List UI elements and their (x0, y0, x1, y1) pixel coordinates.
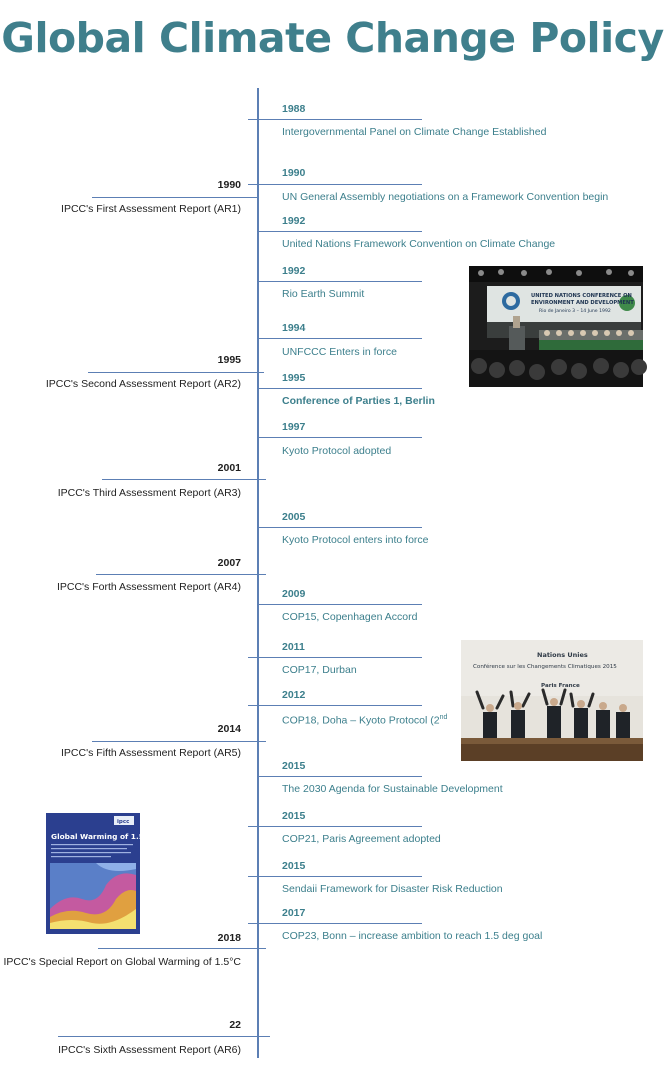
report-event: IPCC's First Assessment Report (AR1) (61, 203, 241, 215)
policy-year: 2011 (282, 641, 305, 653)
connector-line (248, 657, 422, 658)
report-title: Global Warming of 1.5°C (51, 832, 154, 841)
connector-line (258, 604, 422, 605)
policy-year: 2015 (282, 760, 306, 772)
policy-event (282, 190, 608, 204)
policy-event (282, 663, 357, 677)
policy-year: 1995 (282, 372, 306, 384)
policy-event-text: United Nations Framework Convention on Climate Change (282, 238, 556, 250)
policy-event (282, 533, 429, 547)
policy-year: 2015 (282, 860, 306, 872)
policy-event-text: COP17, Durban (282, 664, 357, 676)
connector-line (258, 776, 422, 777)
policy-year: 2015 (282, 810, 306, 822)
policy-event (282, 394, 435, 408)
connector-line (258, 281, 422, 282)
policy-year: 2017 (282, 907, 306, 919)
connector-line (248, 184, 422, 185)
policy-year: 1992 (282, 265, 306, 277)
connector-line (248, 705, 422, 706)
policy-event (282, 782, 503, 796)
connector-line (92, 741, 266, 742)
policy-year: 2005 (282, 511, 306, 523)
policy-event-text: UN General Assembly negotiations on a Framework Convention begin (282, 191, 609, 203)
policy-event-text: Kyoto Protocol adopted (282, 445, 392, 457)
report-event: IPCC's Second Assessment Report (AR2) (45, 378, 241, 390)
rio-banner-line2: ENVIRONMENT AND DEVELOPMENT (531, 300, 634, 306)
connector-line (88, 372, 264, 373)
timeline-axis (257, 88, 259, 1058)
policy-year: 1992 (282, 215, 306, 227)
paris-banner-line2: Conférence sur les Changements Climatiques 2015 (473, 664, 617, 670)
paris-cop21-photo (461, 640, 643, 761)
policy-event (282, 882, 503, 896)
policy-event-superscript: nd (439, 714, 448, 721)
report-event: IPCC's Sixth Assessment Report (AR6) (58, 1044, 241, 1056)
report-year: 22 (229, 1019, 241, 1031)
connector-line (258, 437, 422, 438)
policy-event (282, 345, 397, 359)
policy-event (282, 610, 417, 624)
report-event: IPCC's Third Assessment Report (AR3) (57, 487, 241, 499)
report-year: 1990 (217, 179, 241, 191)
connector-line (92, 197, 258, 198)
connector-line (248, 119, 422, 120)
connector-line (102, 479, 266, 480)
policy-event (282, 125, 546, 139)
policy-event (282, 711, 447, 728)
connector-line (258, 527, 422, 528)
connector-line (258, 338, 422, 339)
connector-line (98, 948, 266, 949)
policy-year: 1997 (282, 421, 306, 433)
report-org: ipcc (117, 819, 130, 825)
policy-event-text: COP21, Paris Agreement adopted (282, 833, 441, 845)
policy-event-text: COP15, Copenhagen Accord (282, 611, 418, 623)
report-year: 2018 (217, 932, 241, 944)
page-title: Global Climate Change Policy (1, 14, 664, 62)
policy-event (282, 237, 555, 251)
policy-event (282, 832, 441, 846)
policy-event-text: Conference of Parties 1, Berlin (282, 395, 435, 407)
policy-event-text: Kyoto Protocol enters into force (282, 534, 429, 546)
policy-event-text: COP18, Doha – Kyoto Protocol (2 (282, 714, 440, 727)
policy-year: 1990 (282, 167, 306, 179)
policy-event-text: Intergovernmental Panel on Climate Change Established (282, 126, 547, 138)
policy-year: 1988 (282, 103, 306, 115)
policy-year: 2012 (282, 689, 306, 701)
policy-event-text: UNFCCC Enters in force (282, 346, 397, 358)
report-event: IPCC's Special Report on Global Warming of 1.5°C (3, 956, 241, 968)
report-year: 2007 (217, 557, 241, 569)
policy-event-text: COP23, Bonn – increase ambition to reach 1.5 deg goal (282, 930, 543, 942)
rio-banner-line1: UNITED NATIONS CONFERENCE ON (531, 293, 632, 299)
policy-event-text: Sendaii Framework for Disaster Risk Reduction (282, 883, 503, 895)
policy-year: 1994 (282, 322, 306, 334)
connector-line (258, 231, 422, 232)
ipcc-sr15-cover (46, 813, 154, 934)
paris-banner-line3: Paris France (541, 683, 580, 689)
policy-year: 2009 (282, 588, 306, 600)
connector-line (248, 876, 422, 877)
rio-summit-photo (469, 266, 643, 387)
policy-event (282, 287, 364, 301)
report-year: 2014 (217, 723, 241, 735)
policy-event-text: The 2030 Agenda for Sustainable Development (282, 783, 503, 795)
rio-banner-line3: Rio de Janeiro 3 – 14 June 1992 (539, 309, 611, 314)
connector-line (248, 826, 422, 827)
policy-event-text: Rio Earth Summit (282, 288, 365, 300)
report-year: 1995 (217, 354, 241, 366)
report-year: 2001 (217, 462, 241, 474)
policy-event (282, 929, 542, 943)
connector-line (248, 923, 422, 924)
report-event: IPCC's Forth Assessment Report (AR4) (56, 581, 241, 593)
connector-line (58, 1036, 270, 1037)
connector-line (96, 574, 266, 575)
report-event: IPCC's Fifth Assessment Report (AR5) (61, 747, 241, 759)
paris-banner-line1: Nations Unies (537, 651, 588, 659)
connector-line (258, 388, 422, 389)
policy-event (282, 444, 391, 458)
